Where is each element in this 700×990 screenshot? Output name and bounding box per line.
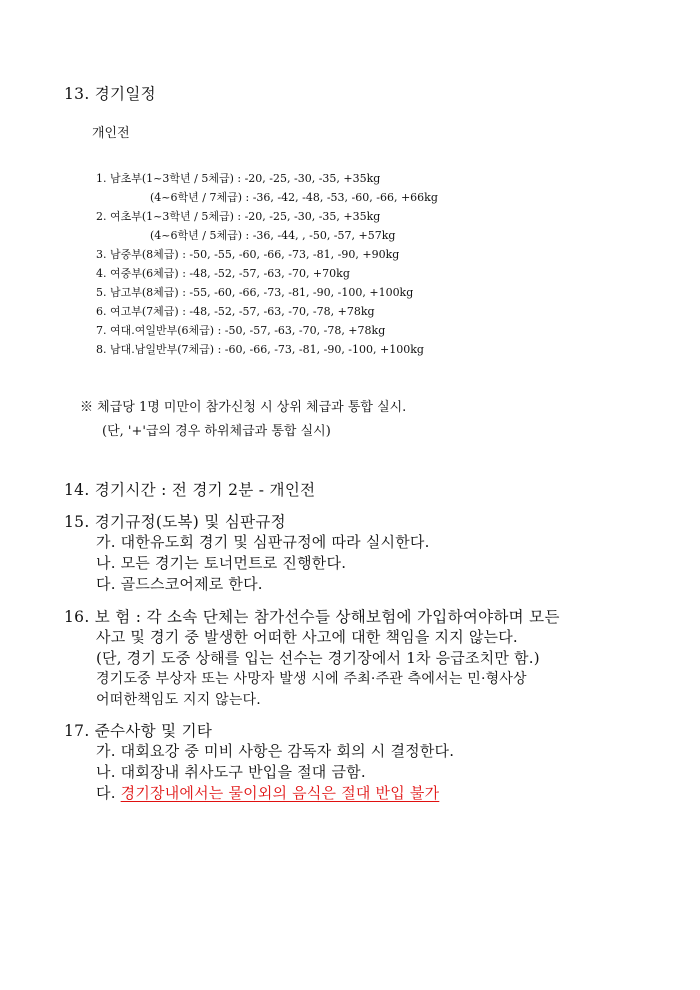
section-16-line: 사고 및 경기 중 발생한 어떠한 사고에 대한 책임을 지지 않는다. bbox=[96, 628, 518, 646]
weight-class-item: 5. 남고부(8체급) : -55, -60, -66, -73, -81, -90, -100, +100kg bbox=[96, 286, 414, 299]
section-17-line: 가. 대회요강 중 미비 사항은 감독자 회의 시 결정한다. bbox=[96, 742, 455, 760]
weight-class-item: (4~6학년 / 7체급) : -36, -42, -48, -53, -60, -66, +66kg bbox=[150, 191, 438, 204]
weight-class-item: (4~6학년 / 5체급) : -36, -44, , -50, -57, +57kg bbox=[150, 229, 396, 242]
section-16-line: 어떠한책임도 지지 않는다. bbox=[96, 692, 261, 708]
section-17-title: 17. 준수사항 및 기타 bbox=[64, 722, 213, 740]
weight-class-item: 4. 여중부(6체급) : -48, -52, -57, -63, -70, +70kg bbox=[96, 267, 350, 280]
section-15-line: 다. 골드스코어제로 한다. bbox=[96, 575, 263, 593]
section-15-line: 나. 모든 경기는 토너먼트로 진행한다. bbox=[96, 554, 347, 572]
section-17-line: 나. 대회장내 취사도구 반입을 절대 금함. bbox=[96, 763, 366, 781]
food-ban-warning: 경기장내에서는 물이외의 음식은 절대 반입 불가 bbox=[120, 784, 440, 802]
section-14-title: 14. 경기시간 : 전 경기 2분 - 개인전 bbox=[64, 481, 316, 499]
weight-merge-note-exception: (단, '+'급의 경우 하위체급과 통합 실시) bbox=[102, 424, 331, 439]
section-13-subtitle: 개인전 bbox=[92, 126, 130, 141]
section-17-line-last bbox=[96, 782, 439, 803]
section-17-last-prefix: 다. bbox=[96, 784, 121, 802]
section-15-title: 15. 경기규정(도복) 및 심판규정 bbox=[64, 513, 286, 531]
weight-class-item: 1. 남초부(1~3학년 / 5체급) : -20, -25, -30, -35, +35kg bbox=[96, 172, 381, 185]
weight-merge-note: ※ 체급당 1명 미만이 참가신청 시 상위 체급과 통합 실시. bbox=[80, 400, 407, 415]
weight-class-item: 2. 여초부(1~3학년 / 5체급) : -20, -25, -30, -35, +35kg bbox=[96, 210, 381, 223]
section-16-line: (단, 경기 도중 상해를 입는 선수는 경기장에서 1차 응급조치만 함.) bbox=[96, 649, 540, 667]
weight-class-item: 3. 남중부(8체급) : -50, -55, -60, -66, -73, -81, -90, +90kg bbox=[96, 248, 400, 261]
section-16-line: 경기도중 부상자 또는 사망자 발생 시에 주최·주관 측에서는 민·형사상 bbox=[96, 671, 527, 687]
section-15-line: 가. 대한유도회 경기 및 심판규정에 따라 실시한다. bbox=[96, 533, 430, 551]
weight-class-item: 7. 여대.여일반부(6체급) : -50, -57, -63, -70, -78, +78kg bbox=[96, 324, 386, 337]
section-16-title: 16. 보 험 : 각 소속 단체는 참가선수들 상해보험에 가입하여야하며 모든 bbox=[64, 608, 560, 626]
weight-class-item: 8. 남대.남일반부(7체급) : -60, -66, -73, -81, -90, -100, +100kg bbox=[96, 343, 424, 356]
weight-class-item: 6. 여고부(7체급) : -48, -52, -57, -63, -70, -78, +78kg bbox=[96, 305, 375, 318]
section-13-title: 13. 경기일정 bbox=[64, 85, 156, 103]
